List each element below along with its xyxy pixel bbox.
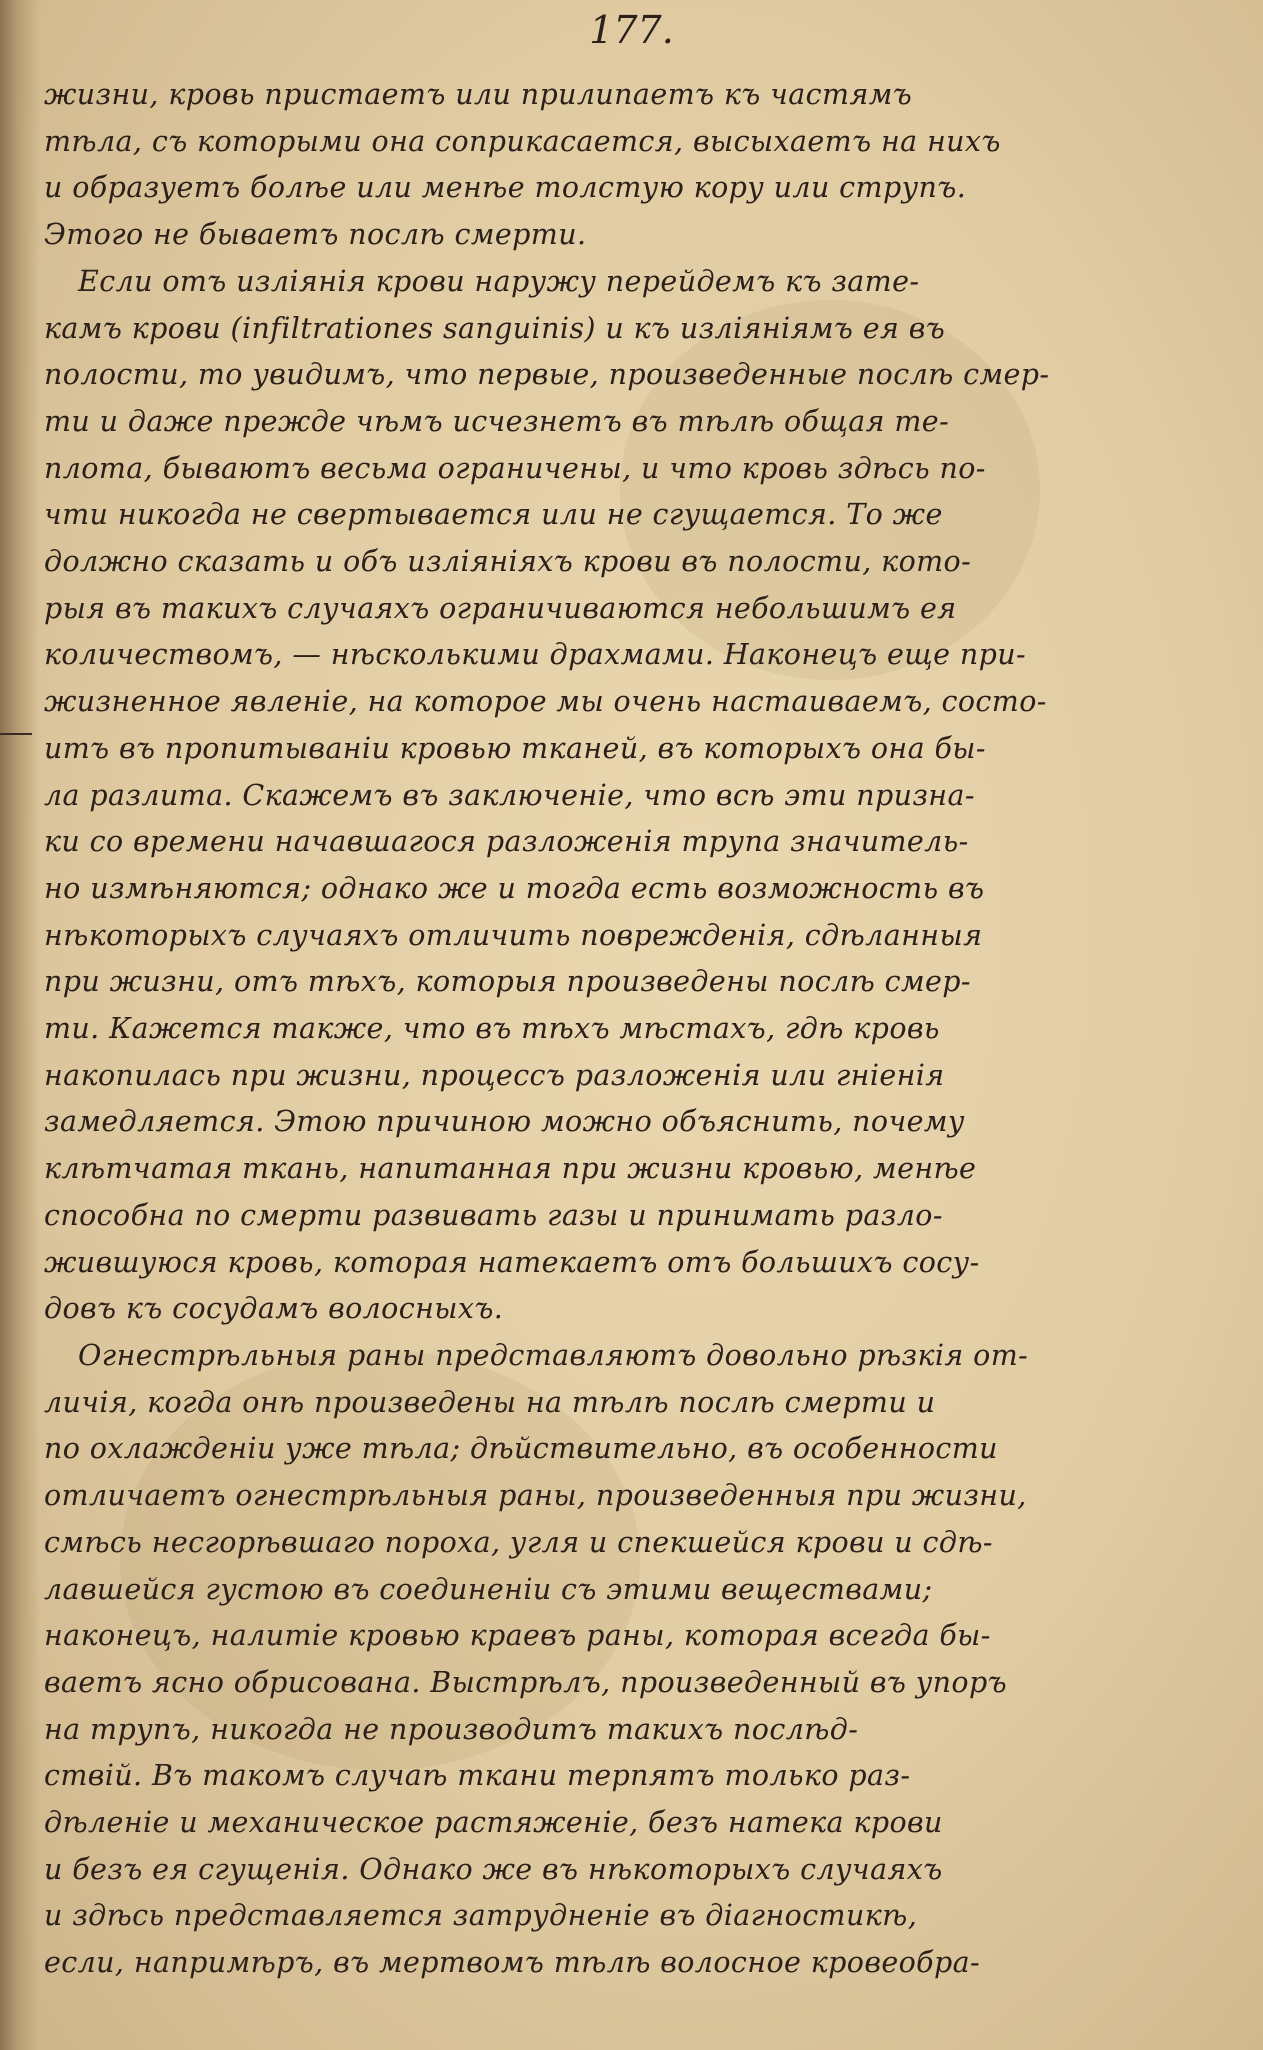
handwritten-text bbox=[44, 72, 1174, 1987]
margin-dash bbox=[0, 733, 32, 735]
text-line: клѣтчатая ткань, напитанная при жизни кровью, менѣе bbox=[44, 1152, 977, 1186]
text-line: лавшейся густою въ соединеніи съ этими веществами; bbox=[44, 1572, 933, 1606]
text-line: и здѣсь представляется затрудненіе въ діагностикѣ, bbox=[44, 1899, 918, 1933]
text-line: личія, когда онѣ произведены на тѣлѣ послѣ смерти и bbox=[44, 1385, 936, 1419]
text-line: жившуюся кровь, которая натекаетъ отъ большихъ сосу- bbox=[44, 1245, 980, 1279]
text-line: жизненное явленіе, на которое мы очень настаиваемъ, состо- bbox=[44, 685, 1047, 719]
text-line: Этого не бываетъ послѣ смерти. bbox=[44, 218, 587, 252]
text-line: замедляется. Этою причиною можно объяснить, почему bbox=[44, 1105, 965, 1139]
text-line: Если отъ изліянія крови наружу перейдемъ къ зате- bbox=[78, 264, 920, 298]
text-line: ти и даже прежде чѣмъ исчезнетъ въ тѣлѣ общая те- bbox=[44, 404, 950, 438]
text-line: тѣла, съ которыми она соприкасается, высыхаетъ на нихъ bbox=[44, 124, 1001, 158]
text-line: и образуетъ болѣе или менѣе толстую кору или струпъ. bbox=[44, 171, 967, 205]
text-line: Огнестрѣльныя раны представляютъ довольно рѣзкія от- bbox=[78, 1338, 1029, 1372]
text-line: полости, то увидимъ, что первые, произведенные послѣ смер- bbox=[44, 358, 1050, 392]
text-line: количествомъ, — нѣсколькими драхмами. Наконецъ еще при- bbox=[44, 638, 1027, 672]
text-line: довъ къ сосудамъ волосныхъ. bbox=[44, 1292, 504, 1326]
text-line: рыя въ такихъ случаяхъ ограничиваются небольшимъ ея bbox=[44, 591, 957, 625]
text-line: ствій. Въ такомъ случаѣ ткани терпятъ только раз- bbox=[44, 1759, 911, 1793]
text-line: на трупъ, никогда не производитъ такихъ послѣд- bbox=[44, 1712, 859, 1746]
text-line: накопилась при жизни, процессъ разложенія или гніенія bbox=[44, 1058, 945, 1092]
text-line: ти. Кажется также, что въ тѣхъ мѣстахъ, гдѣ кровь bbox=[44, 1012, 940, 1046]
text-line: наконецъ, налитіе кровью краевъ раны, которая всегда бы- bbox=[44, 1619, 991, 1653]
text-line: итъ въ пропитываніи кровью тканей, въ которыхъ она бы- bbox=[44, 731, 986, 765]
text-line: и безъ ея сгущенія. Однако же въ нѣкоторыхъ случаяхъ bbox=[44, 1852, 943, 1886]
text-line: смѣсь несгорѣвшаго пороха, угля и спекшейся крови и сдѣ- bbox=[44, 1525, 993, 1559]
text-line: способна по смерти развивать газы и принимать разло- bbox=[44, 1198, 943, 1232]
text-line: ваетъ ясно обрисована. Выстрѣлъ, произведенный въ упоръ bbox=[44, 1665, 1008, 1699]
binding-shadow bbox=[0, 0, 40, 2050]
text-line: но измѣняются; однако же и тогда есть возможность въ bbox=[44, 871, 985, 905]
text-line: плота, бываютъ весьма ограничены, и что кровь здѣсь по- bbox=[44, 451, 986, 485]
text-line: жизни, кровь пристаетъ или прилипаетъ къ частямъ bbox=[44, 78, 913, 111]
text-line: ла разлита. Скажемъ въ заключеніе, что всѣ эти призна- bbox=[44, 778, 975, 812]
text-line: отличаетъ огнестрѣльныя раны, произведенныя при жизни, bbox=[44, 1479, 1027, 1513]
text-line: если, напримѣръ, въ мертвомъ тѣлѣ волосное кровеобра- bbox=[44, 1946, 981, 1980]
text-line: дѣленіе и механическое растяженіе, безъ натека крови bbox=[44, 1806, 943, 1840]
page-number: 177. bbox=[589, 8, 674, 52]
text-line: при жизни, отъ тѣхъ, которыя произведены послѣ смер- bbox=[44, 965, 971, 999]
text-line: чти никогда не свертывается или не сгущается. То же bbox=[44, 498, 943, 532]
text-line: должно сказать и объ изліяніяхъ крови въ полости, кото- bbox=[44, 545, 972, 579]
text-line: по охлажденіи уже тѣла; дѣйствительно, въ особенности bbox=[44, 1432, 998, 1466]
text-line: ки со времени начавшагося разложенія трупа значитель- bbox=[44, 825, 969, 859]
text-line: нѣкоторыхъ случаяхъ отличить поврежденія, сдѣланныя bbox=[44, 918, 983, 952]
text-line: камъ крови (infiltrationes sanguinis) и къ изліяніямъ ея въ bbox=[44, 311, 946, 345]
